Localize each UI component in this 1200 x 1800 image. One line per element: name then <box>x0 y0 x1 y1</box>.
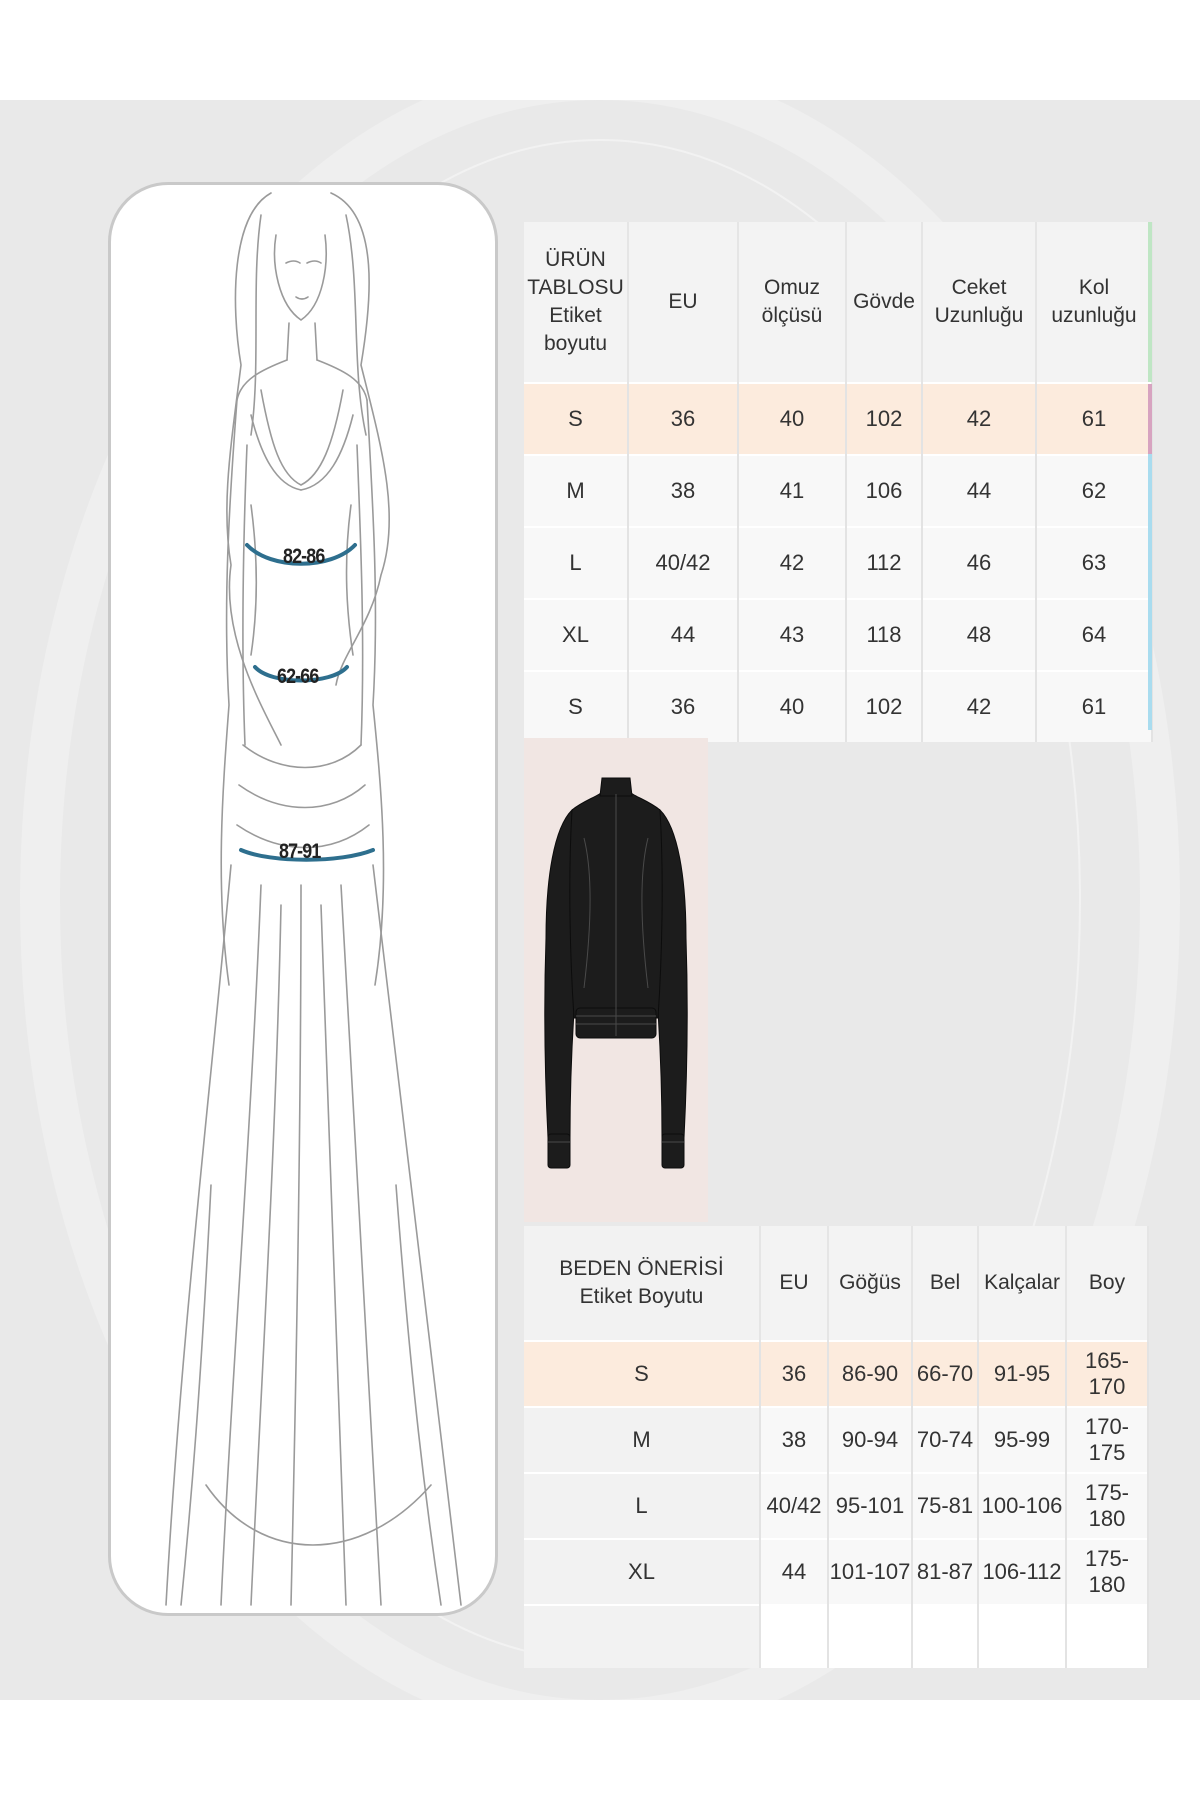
table-cell: L <box>524 527 628 599</box>
header-line-etiket-boyutu: Etiket Boyutu <box>579 1285 704 1308</box>
header-line-urun: ÜRÜN <box>545 248 606 271</box>
accent-strip <box>1148 384 1152 454</box>
table-cell: 102 <box>846 671 922 742</box>
table-cell: 62 <box>1036 455 1152 527</box>
table-cell: 36 <box>628 383 738 455</box>
product-header-label-size <box>524 222 628 383</box>
table-cell: 38 <box>760 1407 828 1473</box>
jacket-product-image <box>524 738 708 1222</box>
table-cell: 36 <box>760 1341 828 1407</box>
table-cell: 95-101 <box>828 1473 912 1539</box>
table-cell: 42 <box>738 527 846 599</box>
table-cell: 100-106 <box>978 1473 1066 1539</box>
header-line-beden: BEDEN ÖNERİSİ <box>559 1257 724 1280</box>
table-cell: M <box>524 455 628 527</box>
table-cell: 64 <box>1036 599 1152 671</box>
hip-measurement-label: 87-91 <box>279 840 321 863</box>
size-header-label <box>524 1226 760 1341</box>
table-cell: 102 <box>846 383 922 455</box>
table-cell: 63 <box>1036 527 1152 599</box>
bust-measurement-label: 82-86 <box>283 545 325 568</box>
header-line-tablosu: TABLOSU <box>527 276 624 299</box>
table-row-empty <box>524 1605 1148 1668</box>
bomber-jacket-illustration <box>524 738 708 1222</box>
table-row <box>524 1341 1148 1407</box>
table-cell: 41 <box>738 455 846 527</box>
table-cell-empty <box>912 1605 978 1668</box>
table-cell: 81-87 <box>912 1539 978 1605</box>
table-cell-empty <box>978 1605 1066 1668</box>
accent-strip <box>1148 222 1152 382</box>
size-header-chest: Göğüs <box>828 1226 912 1341</box>
header-line-etiket: Etiket boyutu <box>543 304 608 355</box>
table-cell: 112 <box>846 527 922 599</box>
product-header-body: Gövde <box>846 222 922 383</box>
table-cell: 42 <box>922 671 1036 742</box>
table-cell-empty <box>760 1605 828 1668</box>
table-cell: 66-70 <box>912 1341 978 1407</box>
product-size-table <box>524 222 1153 742</box>
table-cell: 46 <box>922 527 1036 599</box>
table-cell: 38 <box>628 455 738 527</box>
table-cell-empty <box>524 1605 760 1668</box>
table-cell: 90-94 <box>828 1407 912 1473</box>
table-cell: 40 <box>738 383 846 455</box>
table-row <box>524 1407 1148 1473</box>
table-cell: 91-95 <box>978 1341 1066 1407</box>
table-cell: 40 <box>738 671 846 742</box>
table-cell: 165-170 <box>1066 1341 1148 1407</box>
table-cell: M <box>524 1407 760 1473</box>
woman-sketch-illustration <box>111 185 498 1616</box>
table-cell: L <box>524 1473 760 1539</box>
table-cell: 86-90 <box>828 1341 912 1407</box>
table-cell: 95-99 <box>978 1407 1066 1473</box>
size-header-eu: EU <box>760 1226 828 1341</box>
table-cell: 75-81 <box>912 1473 978 1539</box>
table-cell: 43 <box>738 599 846 671</box>
table-cell: XL <box>524 1539 760 1605</box>
table-cell: 118 <box>846 599 922 671</box>
table-cell: 106 <box>846 455 922 527</box>
table-cell: S <box>524 383 628 455</box>
product-table-header-row <box>524 222 1152 383</box>
size-recommendation-table <box>524 1226 1149 1668</box>
product-header-eu: EU <box>628 222 738 383</box>
table-cell: 48 <box>922 599 1036 671</box>
table-row <box>524 599 1152 671</box>
table-cell: 61 <box>1036 671 1152 742</box>
size-header-height: Boy <box>1066 1226 1148 1341</box>
table-cell: 36 <box>628 671 738 742</box>
table-cell: 170-175 <box>1066 1407 1148 1473</box>
table-cell: S <box>524 1341 760 1407</box>
table-cell: XL <box>524 599 628 671</box>
table-cell-empty <box>828 1605 912 1668</box>
table-row <box>524 1539 1148 1605</box>
table-cell-empty <box>1066 1605 1148 1668</box>
table-cell: 40/42 <box>760 1473 828 1539</box>
table-cell: 175-180 <box>1066 1473 1148 1539</box>
table-row <box>524 383 1152 455</box>
product-header-sleeve-length: Kol uzunluğu <box>1036 222 1152 383</box>
table-cell: 44 <box>922 455 1036 527</box>
table-row <box>524 671 1152 742</box>
table-cell: 61 <box>1036 383 1152 455</box>
size-table-header-row <box>524 1226 1148 1341</box>
table-row <box>524 527 1152 599</box>
table-row <box>524 1473 1148 1539</box>
table-row <box>524 455 1152 527</box>
header-line-uzunlugu: Uzunluğu <box>934 304 1024 327</box>
size-header-hips: Kalçalar <box>978 1226 1066 1341</box>
table-cell: 70-74 <box>912 1407 978 1473</box>
table-cell: 44 <box>628 599 738 671</box>
table-cell: 40/42 <box>628 527 738 599</box>
table-cell: 42 <box>922 383 1036 455</box>
waist-measurement-label: 62-66 <box>277 665 319 688</box>
product-header-jacket-length <box>922 222 1036 383</box>
table-cell: 106-112 <box>978 1539 1066 1605</box>
figure-card <box>108 182 498 1616</box>
table-cell: 44 <box>760 1539 828 1605</box>
size-header-waist: Bel <box>912 1226 978 1341</box>
product-header-shoulder: Omuz ölçüsü <box>738 222 846 383</box>
table-cell: 101-107 <box>828 1539 912 1605</box>
table-cell: 175-180 <box>1066 1539 1148 1605</box>
table-cell: S <box>524 671 628 742</box>
accent-strip <box>1148 454 1152 730</box>
header-line-ceket: Ceket <box>951 276 1007 299</box>
